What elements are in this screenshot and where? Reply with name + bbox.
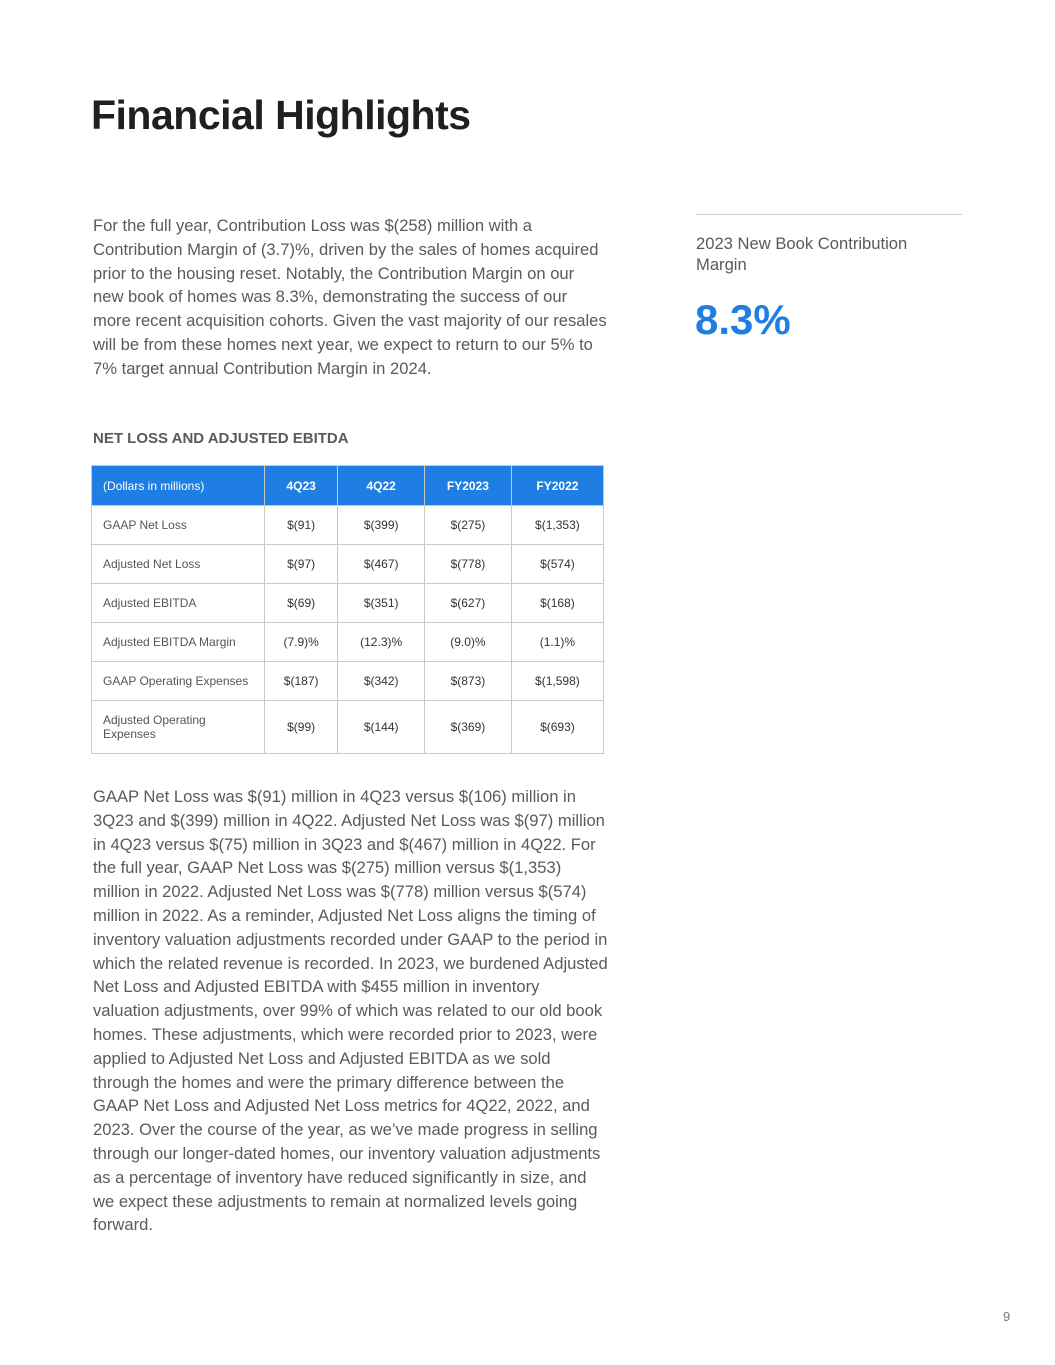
table-cell: $(91)	[265, 506, 338, 545]
table-cell: $(1,353)	[511, 506, 603, 545]
table-cell: $(693)	[511, 701, 603, 754]
row-label: Adjusted EBITDA Margin	[92, 623, 265, 662]
table-cell: (12.3)%	[338, 623, 425, 662]
table-row	[92, 584, 604, 623]
sidebar-divider	[696, 214, 962, 215]
table-cell: $(97)	[265, 545, 338, 584]
row-label: Adjusted EBITDA	[92, 584, 265, 623]
table-cell: $(467)	[338, 545, 425, 584]
table-header-row	[92, 466, 604, 506]
table-header-fy2022: FY2022	[511, 466, 603, 506]
table-row	[92, 662, 604, 701]
intro-paragraph: For the full year, Contribution Loss was $(258) million with a Contribution Margin of (3.7)%, driven by the sales of homes acquired prior to the housing reset. Notably, the Contribution Margin on our new book of homes was 8.3%, demonstrating the success of our more recent acquisition cohorts. Given the vast majority of our resales will be from these homes next year, we expect to return to our 5% to 7% target annual Contribution Margin in 2024.	[93, 216, 607, 378]
table-header-fy2023: FY2023	[425, 466, 512, 506]
table-cell: $(275)	[425, 506, 512, 545]
table-cell: (1.1)%	[511, 623, 603, 662]
table-cell: $(1,598)	[511, 662, 603, 701]
table-cell: $(574)	[511, 545, 603, 584]
table-header-label: (Dollars in millions)	[92, 466, 265, 506]
table-cell: $(873)	[425, 662, 512, 701]
page-title: Financial Highlights	[91, 92, 471, 138]
table-cell: (9.0)%	[425, 623, 512, 662]
table-row	[92, 701, 604, 754]
table-cell: $(168)	[511, 584, 603, 623]
financial-table	[91, 465, 604, 754]
table-cell: $(99)	[265, 701, 338, 754]
section-heading: NET LOSS AND ADJUSTED EBITDA	[93, 430, 349, 447]
row-label: GAAP Net Loss	[92, 506, 265, 545]
table-cell: (7.9)%	[265, 623, 338, 662]
table-row	[92, 623, 604, 662]
table-cell: $(627)	[425, 584, 512, 623]
sidebar-metric-label: 2023 New Book Contribution Margin	[696, 234, 908, 274]
body-paragraph: GAAP Net Loss was $(91) million in 4Q23 versus $(106) million in 3Q23 and $(399) million in 4Q22. Adjusted Net Loss was $(97) million in 4Q23 versus $(75) million in 3Q23 and $(467) million in 4Q22. For the full year, GAAP Net Loss was $(275) million versus $(1,353) million in 2022. Adjusted Net Loss was $(778) million versus $(574) million in 2022. As a reminder, Adjusted Net Loss aligns the timing of inventory valuation adjustments recorded under GAAP to the period in which the related revenue is recorded. In 2023, we burdened Adjusted Net Loss and Adjusted EBITDA with $455 million in inventory valuation adjustments, over 99% of which was related to our old book homes. These adjustments, which were recorded prior to 2023, were applied to Adjusted Net Loss and Adjusted EBITDA as we sold through the homes and were the primary difference between the GAAP Net Loss and Adjusted Net Loss metrics for 4Q22, 2022, and 2023. Over the course of the year, as we’ve made progress in selling through our longer-dated homes, our inventory valuation adjustments as a percentage of inventory have reduced significantly in size, and we expect these adjustments to remain at normalized levels going forward.	[93, 787, 608, 1235]
table-header-4q22: 4Q22	[338, 466, 425, 506]
table-cell: $(342)	[338, 662, 425, 701]
page-number: 9	[1003, 1309, 1011, 1324]
table-row	[92, 545, 604, 584]
table-header-4q23: 4Q23	[265, 466, 338, 506]
table-cell: $(187)	[265, 662, 338, 701]
table-cell: $(351)	[338, 584, 425, 623]
table-cell: $(69)	[265, 584, 338, 623]
row-label: Adjusted Net Loss	[92, 545, 265, 584]
table-cell: $(144)	[338, 701, 425, 754]
table-cell: $(369)	[425, 701, 512, 754]
table-cell: $(778)	[425, 545, 512, 584]
row-label: Adjusted Operating Expenses	[92, 701, 265, 754]
table-cell: $(399)	[338, 506, 425, 545]
table-row	[92, 506, 604, 545]
row-label: GAAP Operating Expenses	[92, 662, 265, 701]
sidebar-metric-value: 8.3%	[695, 296, 791, 343]
